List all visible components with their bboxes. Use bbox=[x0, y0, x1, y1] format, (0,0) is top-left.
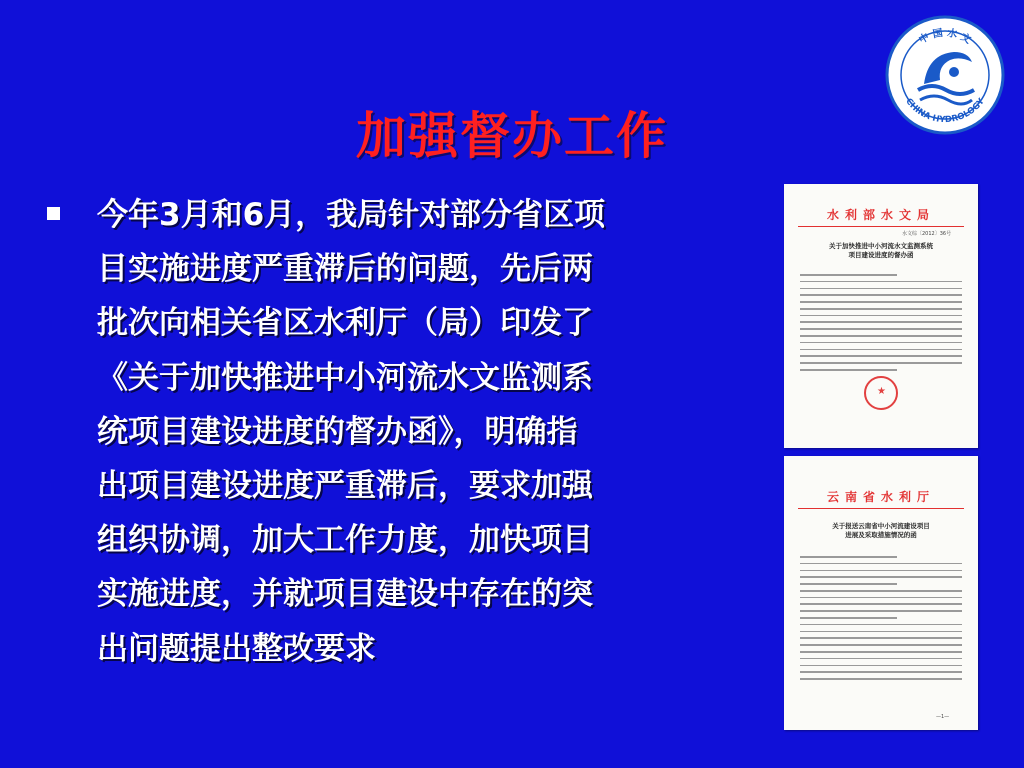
body-line: 出项目建设进度严重滞后，要求加强 bbox=[97, 468, 593, 505]
document-body-lines bbox=[800, 274, 962, 376]
document-subject-line: 进展及采取措施情况的函 bbox=[845, 531, 917, 539]
body-line: 批次向相关省区水利厅（局）印发了 bbox=[97, 305, 593, 342]
bullet-square-icon bbox=[47, 207, 60, 220]
logo-text-bottom: CHINA HYDROLOGY bbox=[903, 96, 987, 126]
document-subject bbox=[798, 522, 964, 540]
bullet-body bbox=[97, 188, 737, 676]
body-line: 组织协调，加大工作力度，加快项目 bbox=[97, 522, 593, 559]
document-header: 水利部水文局 bbox=[826, 208, 935, 222]
body-line: 今年3月和6月，我局针对部分省区项 bbox=[97, 197, 606, 233]
document-image-yunnan-letter bbox=[784, 456, 978, 730]
document-page-marker: —1— bbox=[936, 714, 950, 720]
document-header: 云南省水利厅 bbox=[826, 490, 935, 504]
document-subject-line: 项目建设进度的督办函 bbox=[848, 251, 914, 259]
document-subject-line: 关于加快推进中小河流水文监测系统 bbox=[829, 242, 933, 250]
body-line: 出问题提出整改要求 bbox=[97, 630, 376, 667]
body-line: 实施进度，并就项目建设中存在的突 bbox=[97, 576, 593, 613]
body-line: 目实施进度严重滞后的问题，先后两 bbox=[97, 251, 593, 288]
body-line: 统项目建设进度的督办函》，明确指 bbox=[97, 413, 578, 450]
document-ref-number: 水文综〔2012〕36号 bbox=[902, 231, 952, 237]
slide-title: 加强督办工作 bbox=[356, 107, 668, 165]
document-divider bbox=[798, 226, 964, 227]
logo-text-top: 中 国 水 文 bbox=[917, 27, 973, 47]
red-seal-icon: ★ bbox=[864, 376, 898, 410]
document-body-lines bbox=[800, 556, 962, 685]
document-subject-line: 关于报送云南省中小河流建设项目 bbox=[832, 522, 930, 530]
body-line: 《关于加快推进中小河流水文监测系 bbox=[97, 359, 593, 396]
document-subject bbox=[798, 242, 964, 260]
document-image-bureau-letter bbox=[784, 184, 978, 448]
document-divider bbox=[798, 508, 964, 509]
